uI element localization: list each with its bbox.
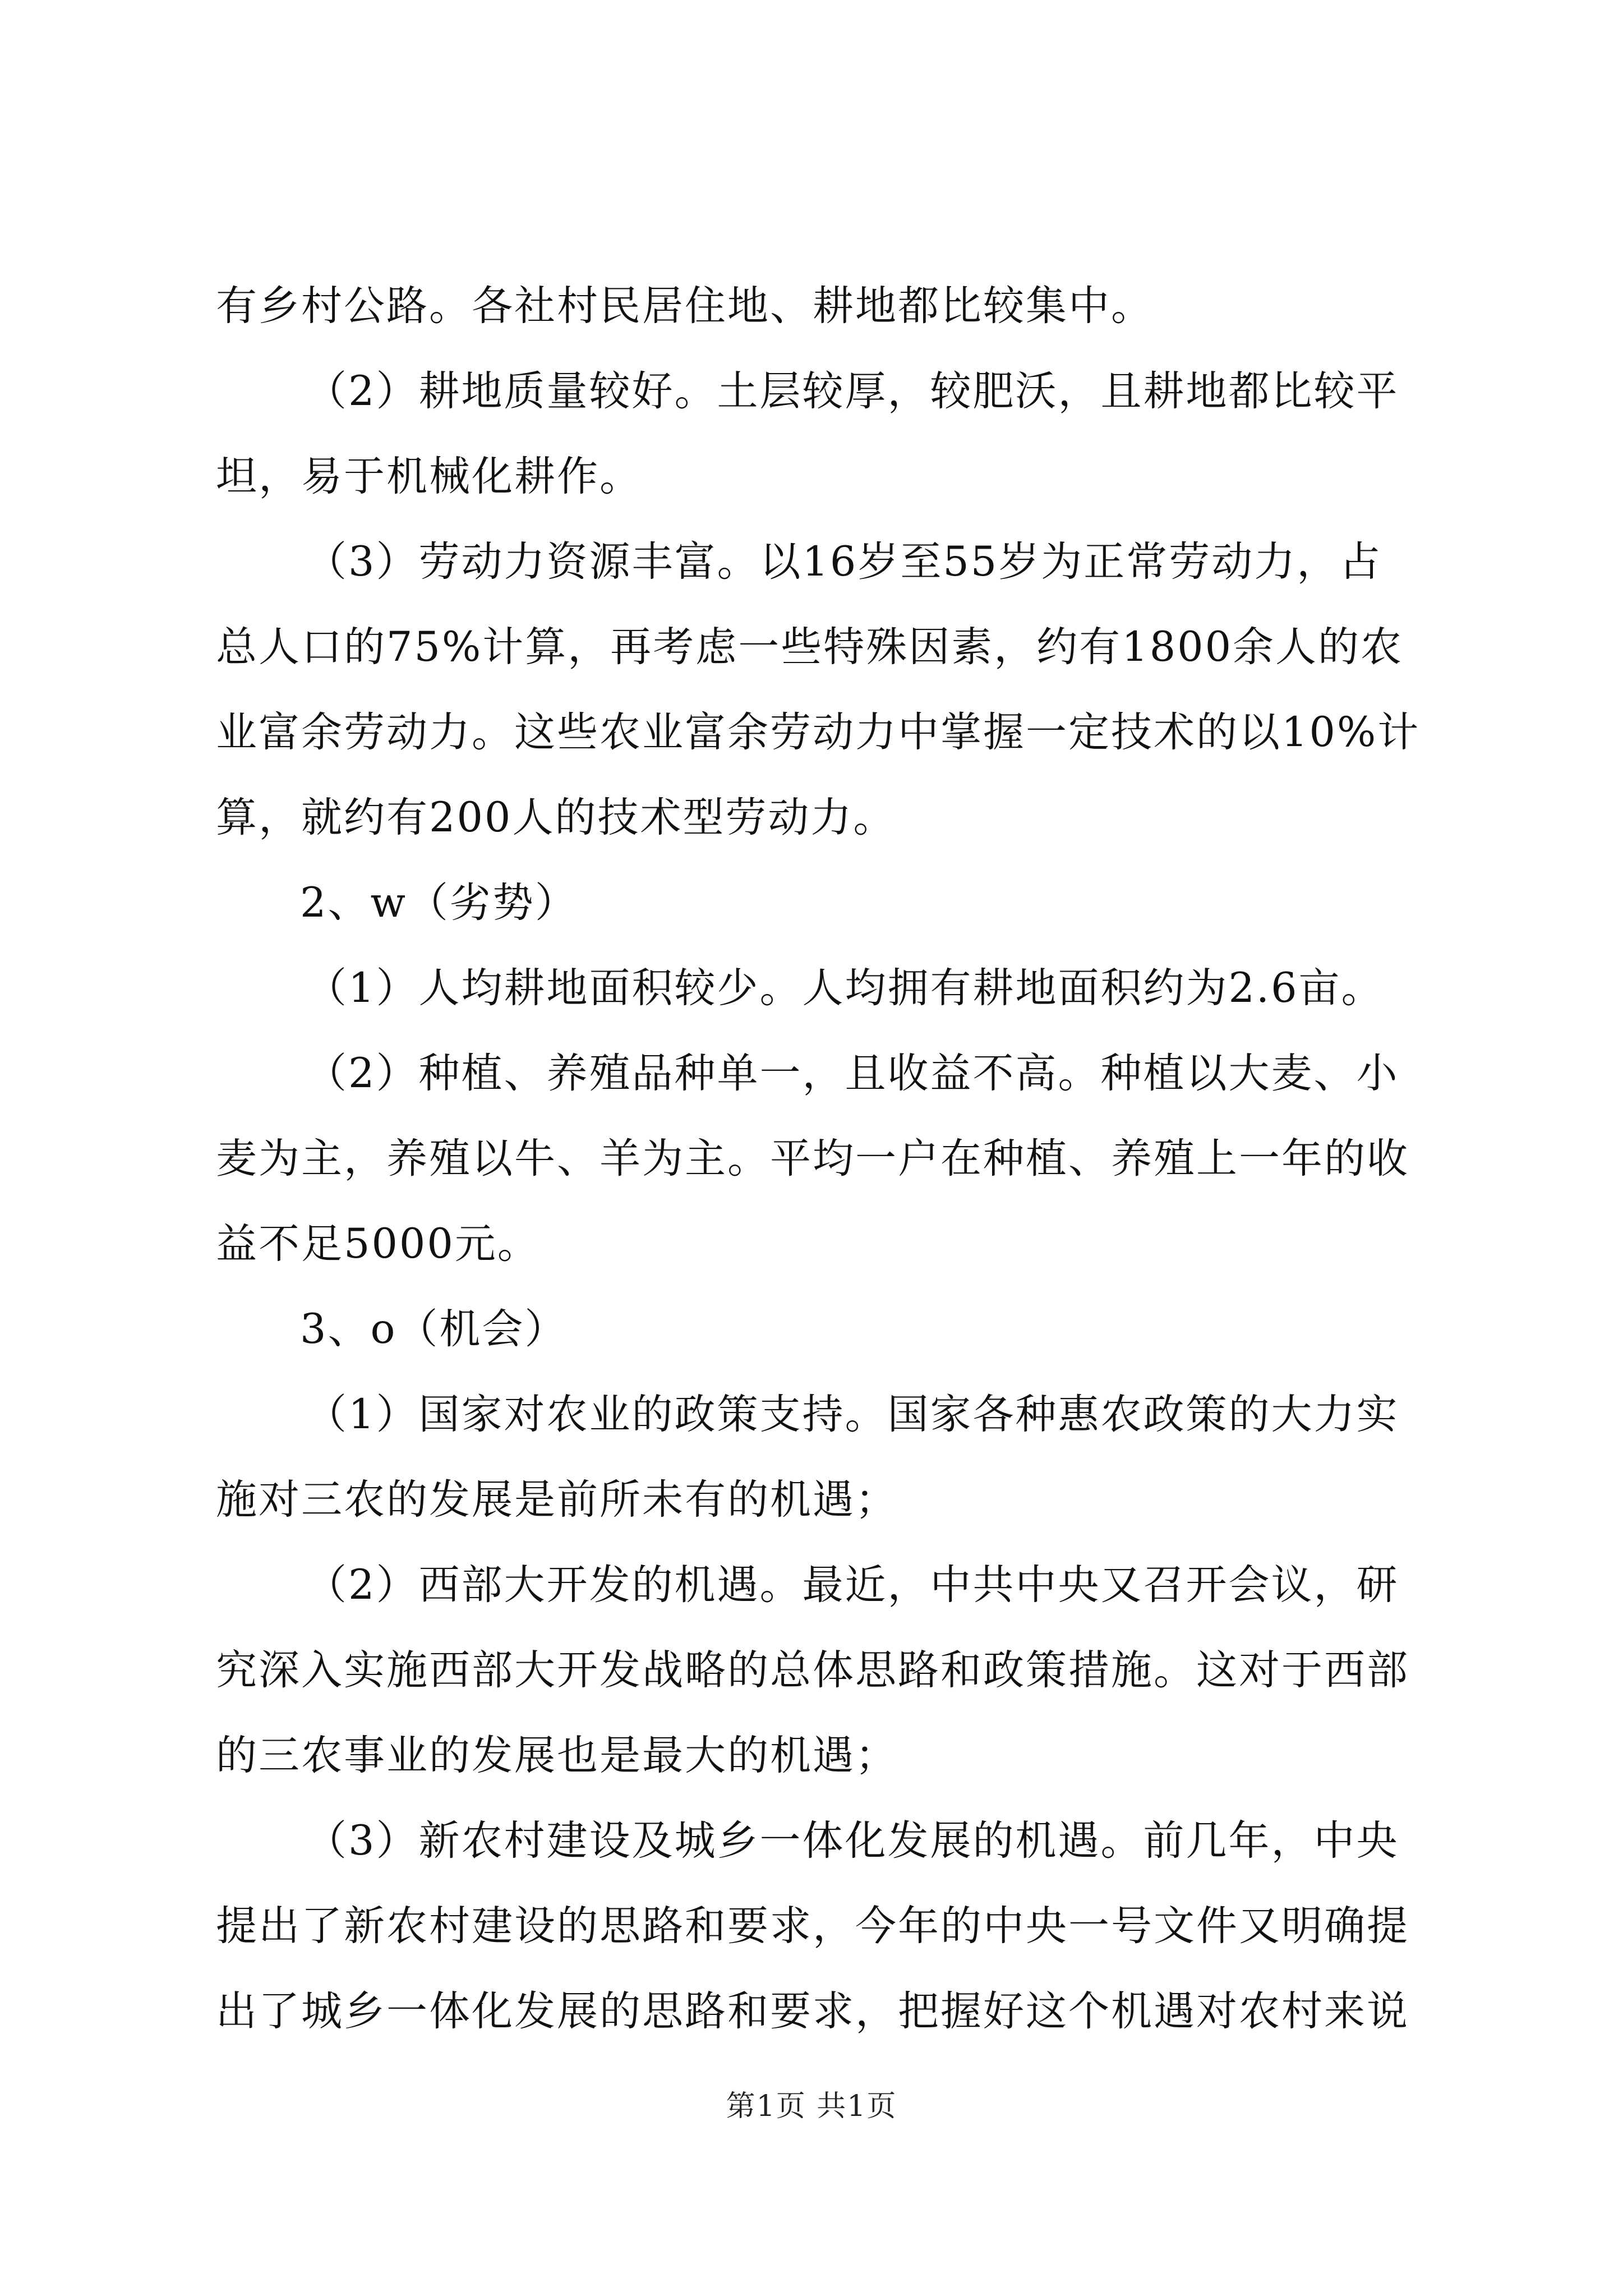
text-line: 的三农事业的发展也是最大的机遇； (216, 1732, 898, 1779)
text-line: （2）耕地质量较好。土层较厚，较肥沃，且耕地都比较平 (306, 367, 1399, 415)
text-line: 麦为主，养殖以牛、羊为主。平均一户在种植、养殖上一年的收 (216, 1135, 1409, 1182)
text-line: 提出了新农村建设的思路和要求，今年的中央一号文件又明确提 (216, 1902, 1409, 1950)
text-line: （1）国家对农业的政策支持。国家各种惠农政策的大力实 (306, 1391, 1399, 1438)
text-line: （2）种植、养殖品种单一，且收益不高。种植以大麦、小 (306, 1050, 1399, 1097)
text-line: （1）人均耕地面积较少。人均拥有耕地面积约为2.6亩。 (306, 964, 1384, 1012)
text-line: （3）劳动力资源丰富。以16岁至55岁为正常劳动力，占 (306, 538, 1382, 586)
text-line: 究深入实施西部大开发战略的总体思路和政策措施。这对于西部 (216, 1646, 1409, 1694)
text-line: 坦，易于机械化耕作。 (216, 453, 642, 500)
text-line: 施对三农的发展是前所未有的机遇； (216, 1476, 898, 1524)
section-heading: 3、o（机会） (300, 1305, 568, 1353)
section-heading: 2、w（劣势） (300, 879, 578, 927)
text-line: 业富余劳动力。这些农业富余劳动力中掌握一定技术的以10%计 (216, 708, 1421, 756)
text-line: 出了城乡一体化发展的思路和要求，把握好这个机遇对农村来说 (216, 1987, 1409, 2035)
text-line: 益不足5000元。 (216, 1220, 540, 1268)
text-line: （3）新农村建设及城乡一体化发展的机遇。前几年，中央 (306, 1817, 1399, 1865)
text-line: （2）西部大开发的机遇。最近，中共中央又召开会议，研 (306, 1561, 1399, 1609)
text-line: 有乡村公路。各社村民居住地、耕地都比较集中。 (216, 282, 1154, 330)
text-line: 算，就约有200人的技术型劳动力。 (216, 794, 896, 841)
document-body (216, 264, 1421, 2054)
page-number-footer: 第1页 共1页 (726, 2090, 897, 2123)
text-line: 总人口的75%计算，再考虑一些特殊因素，约有1800余人的农 (216, 623, 1404, 671)
